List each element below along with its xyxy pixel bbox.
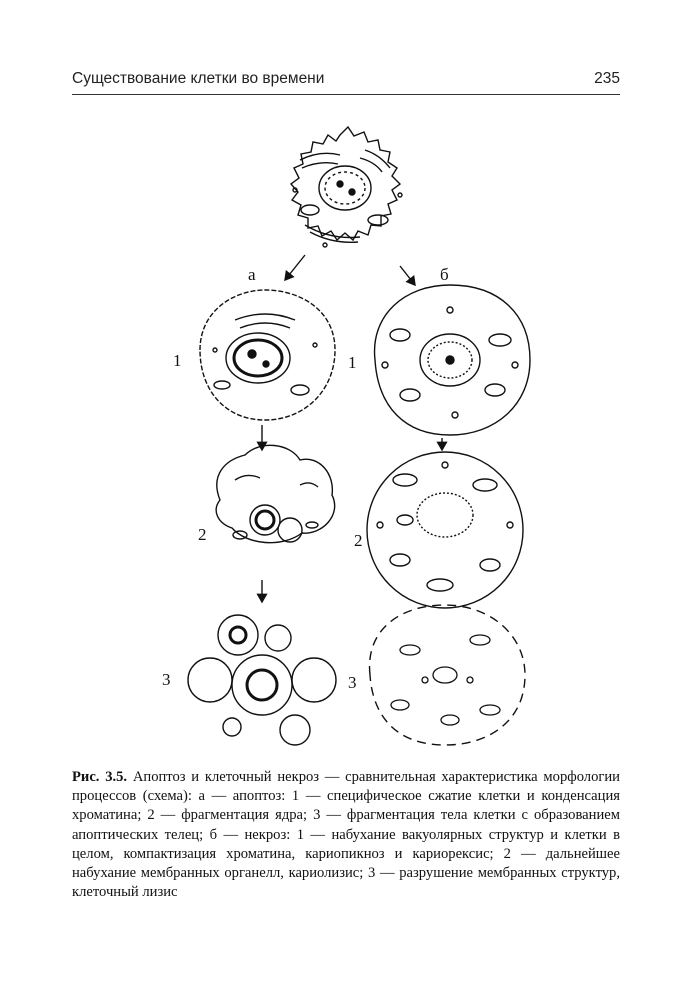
label-stage-1-b: 1 bbox=[348, 353, 357, 372]
apoptosis-stage-2-cell bbox=[216, 445, 334, 542]
caption-lead: Рис. 3.5. bbox=[72, 769, 128, 785]
label-stage-2-a: 2 bbox=[198, 525, 207, 544]
label-branch-b: б bbox=[440, 265, 449, 284]
apoptosis-necrosis-figure bbox=[0, 120, 688, 760]
label-stage-3-a: 3 bbox=[162, 670, 171, 689]
apoptosis-stage-1-cell bbox=[200, 290, 335, 420]
arrow-a bbox=[285, 255, 305, 280]
page-number: 235 bbox=[594, 70, 620, 87]
necrosis-stage-3-lysis bbox=[370, 605, 525, 745]
necrosis-stage-3-fragments bbox=[391, 635, 500, 725]
header-rule bbox=[72, 94, 620, 95]
caption-text: Апоптоз и клеточный некроз — сравнительная характеристика морфологии процессов (схема): а — апоптоз: 1 — специфическое сжатие клетки и конденсация хроматина; 2 — фрагментация ядра; 3 — фрагментация тела клетки с образованием апоптических телец; б — некроз: 1 — набухание вакуолярных структур и клетки в целом, компактизация хроматина, кариопикноз и кариорексис; 2 — дальнейшее набухание мембранных органелл, кариолизис; 3 — разрушение мембранных структур, клеточный лизис bbox=[72, 769, 620, 901]
necrosis-stage-2-cell bbox=[367, 452, 523, 608]
running-head bbox=[72, 70, 620, 92]
label-branch-a: а bbox=[248, 265, 256, 284]
figure-caption bbox=[72, 768, 620, 902]
label-stage-3-b: 3 bbox=[348, 673, 357, 692]
running-head-title: Существование клетки во времени bbox=[72, 70, 325, 87]
normal-cell bbox=[291, 127, 402, 247]
arrow-b bbox=[400, 266, 415, 285]
apoptosis-stage-3-bodies bbox=[188, 615, 336, 745]
label-stage-2-b: 2 bbox=[354, 531, 363, 550]
label-stage-1-a: 1 bbox=[173, 351, 182, 370]
necrosis-stage-1-cell bbox=[375, 285, 530, 435]
